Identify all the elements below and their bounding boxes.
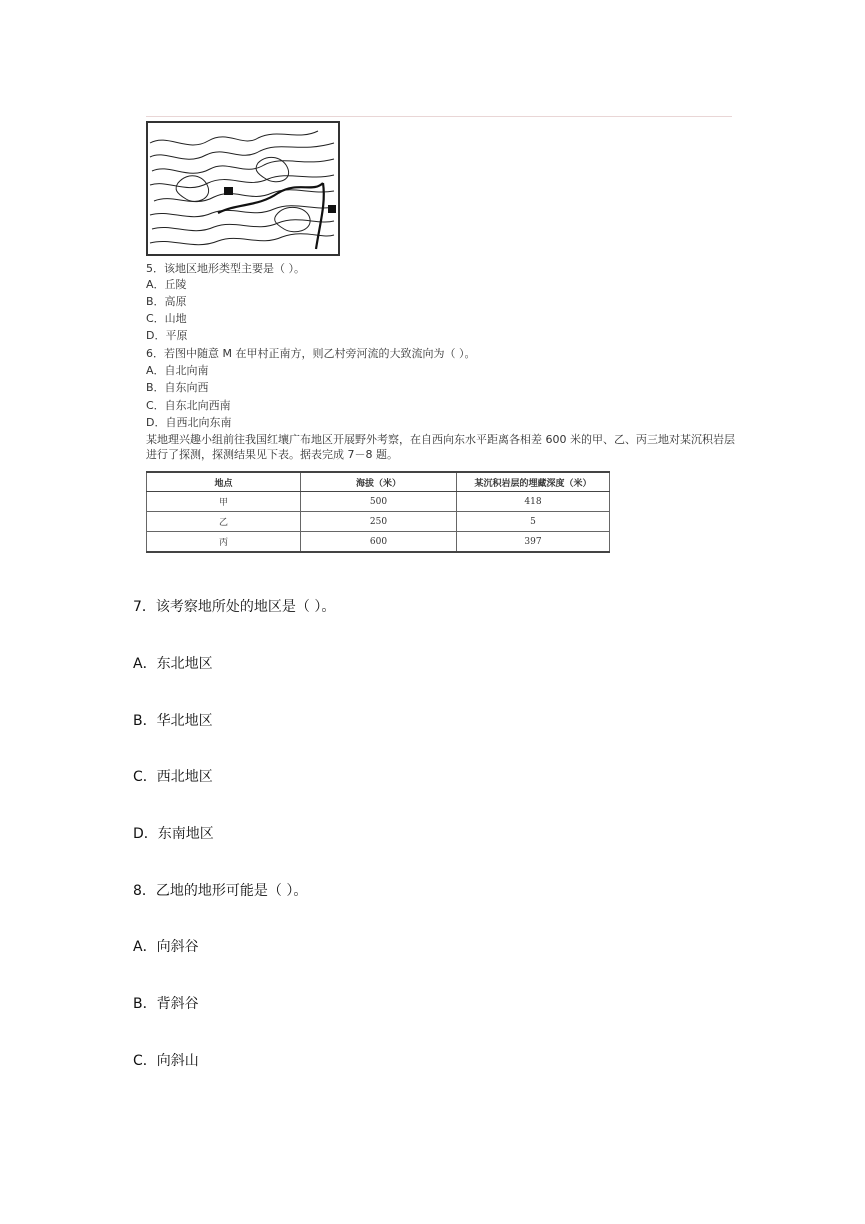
question-7-option-d: D．东南地区	[133, 826, 214, 842]
survey-data-table	[146, 471, 610, 553]
table-header-cell: 地点	[147, 472, 301, 492]
question-8-option-c: C．向斜山	[133, 1053, 199, 1069]
survey-intro-paragraph: 某地理兴趣小组前往我国红壤广布地区开展野外考察，在自西向东水平距离各相差 600 米的甲、乙、丙三地对某沉积岩层进行了探测，探测结果见下表。据表完成 7－8 题。	[146, 433, 735, 461]
question-5-option-d: D．平原	[146, 329, 188, 342]
table-cell: 丙	[147, 532, 301, 553]
question-7-stem: 7．该考察地所处的地区是（ ）。	[133, 599, 336, 615]
question-6-stem: 6．若图中随意 M 在甲村正南方，则乙村旁河流的大致流向为（ ）。	[146, 347, 476, 360]
question-7-option-a: A．东北地区	[133, 656, 213, 672]
table-cell: 418	[457, 492, 610, 512]
question-5-option-a: A．丘陵	[146, 278, 187, 291]
table-header-cell: 某沉积岩层的埋藏深度（米）	[457, 472, 610, 492]
table-header-cell: 海拔（米）	[301, 472, 457, 492]
table-row	[147, 532, 610, 553]
question-5-option-c: C．山地	[146, 312, 187, 325]
contour-lines	[148, 123, 338, 254]
table-cell: 乙	[147, 512, 301, 532]
question-8-option-a: A．向斜谷	[133, 939, 199, 955]
question-6-option-d: D．自西北向东南	[146, 416, 232, 429]
table-row	[147, 492, 610, 512]
table-cell: 5	[457, 512, 610, 532]
question-6-option-b: B．自东向西	[146, 381, 209, 394]
table-cell: 397	[457, 532, 610, 553]
question-6-option-c: C．自东北向西南	[146, 399, 231, 412]
question-7-option-c: C．西北地区	[133, 769, 213, 785]
question-6-option-a: A．自北向南	[146, 364, 209, 377]
table-cell: 250	[301, 512, 457, 532]
question-5-option-b: B．高原	[146, 295, 187, 308]
question-8-option-b: B．背斜谷	[133, 996, 199, 1012]
table-cell: 500	[301, 492, 457, 512]
question-7-option-b: B．华北地区	[133, 713, 213, 729]
table-header-row	[147, 472, 610, 492]
table-row	[147, 512, 610, 532]
question-5-stem: 5．该地区地形类型主要是（ ）。	[146, 262, 305, 275]
question-8-stem: 8．乙地的地形可能是（ ）。	[133, 883, 308, 899]
contour-map-figure	[146, 121, 340, 256]
table-cell: 甲	[147, 492, 301, 512]
page-top-rule	[146, 116, 732, 117]
table-cell: 600	[301, 532, 457, 553]
